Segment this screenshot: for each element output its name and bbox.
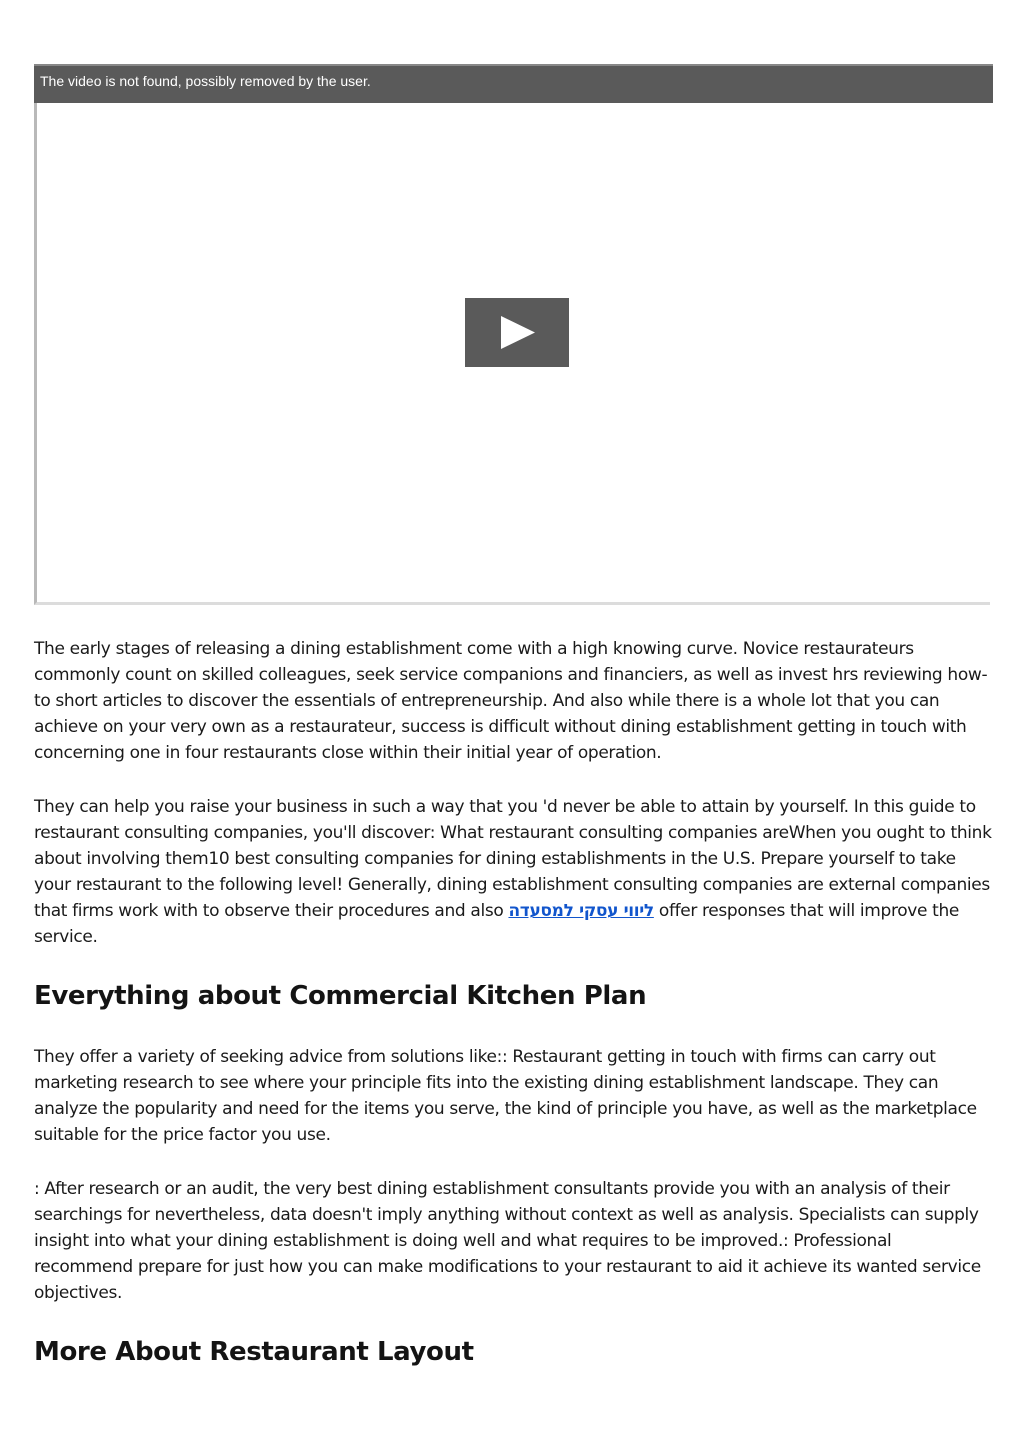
- article-paragraph-4: : After research or an audit, the very best dining establishment consultants provide you with an analysis of their searchings for nevertheless, data doesn't imply anything without context as well as analysis. Specialists can supply insight into what your dining establishment is doing well and what requires to be improved.: Professional recommend prepare for just how you can make modifications to your restaurant to aid it achieve its wanted service objectives.: [34, 1179, 981, 1303]
- hebrew-consulting-link[interactable]: ליווי עסקי למסעדה: [508, 901, 654, 921]
- paragraph-2-text-end: offer responses that will improve the service.: [34, 901, 959, 947]
- play-icon: [465, 298, 569, 367]
- play-button[interactable]: [465, 298, 569, 367]
- paragraph-2-text-start: They can help you raise your business in such a way that you 'd never be able to attain by yourself. In this guide to restaurant consulting companies, you'll discover: What restaurant consulting companies areWhen you ought to think about involving them10 best consulting companies for dining establishments in the U.S. Prepare yourself to take your restaurant to the following level! Generally, dining establishment consulting companies are external companies that firms work with to observe their procedures and also: [34, 797, 992, 921]
- video-error-message: The video is not found, possibly removed by the user.: [40, 73, 371, 89]
- article-body: [34, 636, 992, 1400]
- video-error-bar: [34, 64, 993, 103]
- section-heading-layout: More About Restaurant Layout: [34, 1337, 474, 1367]
- article-paragraph-1: The early stages of releasing a dining establishment come with a high knowing curve. Novice restaurateurs commonly count on skilled colleagues, seek service companions and financiers, as well as invest hrs reviewing how-to short articles to discover the essentials of entrepreneurship. And also while there is a whole lot that you can achieve on your very own as a restaurateur, success is difficult without dining establishment getting in touch with concerning one in four restaurants close within their initial year of operation.: [34, 639, 988, 763]
- section-heading-kitchen: Everything about Commercial Kitchen Plan: [34, 981, 647, 1011]
- article-paragraph-3: They offer a variety of seeking advice from solutions like:: Restaurant getting in touch with firms can carry out marketing research to see where your principle fits into the existing dining establishment landscape. They can analyze the popularity and need for the items you serve, the kind of principle you have, as well as the marketplace suitable for the price factor you use.: [34, 1047, 977, 1145]
- video-player[interactable]: [34, 64, 990, 605]
- article-paragraph-2: [34, 794, 992, 950]
